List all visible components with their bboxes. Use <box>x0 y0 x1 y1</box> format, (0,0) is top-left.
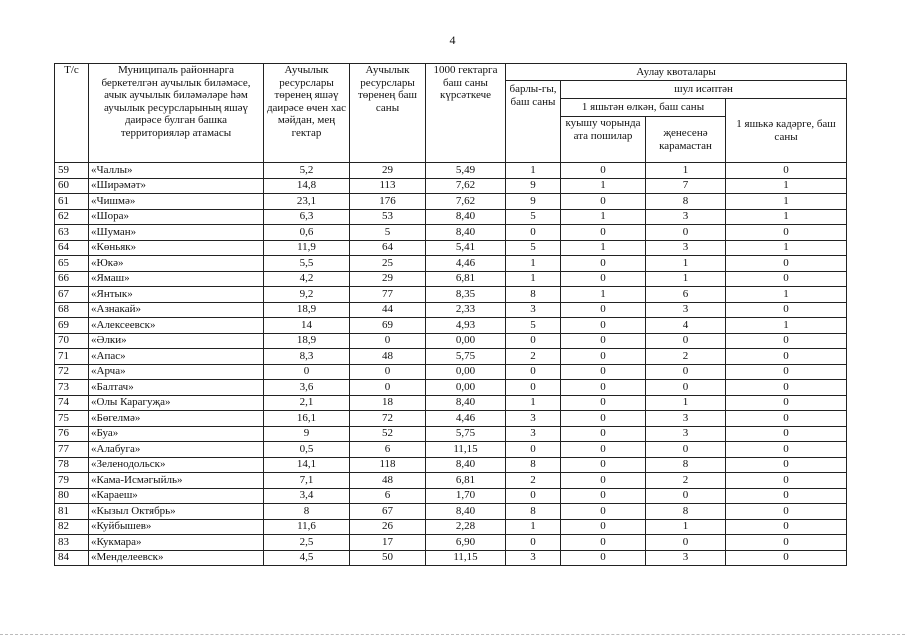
cell-any-sex: 0 <box>646 535 726 551</box>
cell-any-sex: 7 <box>646 178 726 194</box>
table-body <box>55 163 847 566</box>
cell-num: 80 <box>55 488 89 504</box>
cell-num: 64 <box>55 240 89 256</box>
table-row <box>55 535 847 551</box>
table-row <box>55 225 847 241</box>
cell-rut: 0 <box>561 333 646 349</box>
cell-municipality: «Менделеевск» <box>89 550 264 566</box>
header-quota-group: Аулау квоталары <box>506 64 847 81</box>
cell-rut: 1 <box>561 178 646 194</box>
cell-count: 72 <box>350 411 426 427</box>
cell-under-one: 0 <box>726 473 847 489</box>
cell-any-sex: 1 <box>646 271 726 287</box>
cell-municipality: «Кызыл Октябрь» <box>89 504 264 520</box>
cell-rut: 0 <box>561 163 646 179</box>
cell-density: 11,15 <box>426 550 506 566</box>
cell-total: 0 <box>506 535 561 551</box>
cell-count: 53 <box>350 209 426 225</box>
cell-area: 14,8 <box>264 178 350 194</box>
cell-area: 5,2 <box>264 163 350 179</box>
cell-total: 0 <box>506 488 561 504</box>
cell-under-one: 0 <box>726 504 847 520</box>
header-under-one: 1 яшькә кадәрге, баш саны <box>726 99 847 163</box>
table-row <box>55 550 847 566</box>
cell-municipality: «Юкә» <box>89 256 264 272</box>
cell-area: 0 <box>264 364 350 380</box>
cell-area: 0,6 <box>264 225 350 241</box>
cell-under-one: 0 <box>726 411 847 427</box>
cell-count: 26 <box>350 519 426 535</box>
cell-rut: 0 <box>561 535 646 551</box>
cell-num: 73 <box>55 380 89 396</box>
cell-density: 0,00 <box>426 333 506 349</box>
cell-under-one: 0 <box>726 550 847 566</box>
cell-total: 0 <box>506 225 561 241</box>
table-row <box>55 302 847 318</box>
cell-municipality: «Олы Карагуҗа» <box>89 395 264 411</box>
cell-under-one: 0 <box>726 349 847 365</box>
cell-under-one: 0 <box>726 488 847 504</box>
cell-municipality: «Ширәмәт» <box>89 178 264 194</box>
cell-any-sex: 8 <box>646 457 726 473</box>
cell-density: 6,90 <box>426 535 506 551</box>
cell-density: 5,49 <box>426 163 506 179</box>
cell-any-sex: 1 <box>646 519 726 535</box>
cell-num: 75 <box>55 411 89 427</box>
cell-rut: 0 <box>561 550 646 566</box>
cell-area: 14,1 <box>264 457 350 473</box>
cell-total: 8 <box>506 457 561 473</box>
cell-any-sex: 0 <box>646 488 726 504</box>
cell-density: 8,40 <box>426 504 506 520</box>
cell-municipality: «Көньяк» <box>89 240 264 256</box>
cell-count: 6 <box>350 488 426 504</box>
table-row <box>55 426 847 442</box>
cell-density: 2,33 <box>426 302 506 318</box>
cell-count: 44 <box>350 302 426 318</box>
table-row <box>55 504 847 520</box>
cell-rut: 0 <box>561 473 646 489</box>
cell-any-sex: 0 <box>646 364 726 380</box>
cell-any-sex: 4 <box>646 318 726 334</box>
cell-municipality: «Чишмә» <box>89 194 264 210</box>
cell-total: 1 <box>506 395 561 411</box>
cell-municipality: «Бөгелмә» <box>89 411 264 427</box>
cell-area: 6,3 <box>264 209 350 225</box>
cell-rut: 0 <box>561 225 646 241</box>
cell-rut: 0 <box>561 457 646 473</box>
cell-num: 77 <box>55 442 89 458</box>
table-row <box>55 488 847 504</box>
cell-rut: 0 <box>561 271 646 287</box>
cell-density: 8,35 <box>426 287 506 303</box>
cell-under-one: 0 <box>726 271 847 287</box>
cell-count: 77 <box>350 287 426 303</box>
cell-under-one: 0 <box>726 519 847 535</box>
table-row <box>55 519 847 535</box>
cell-under-one: 0 <box>726 395 847 411</box>
cell-total: 8 <box>506 287 561 303</box>
cell-density: 5,75 <box>426 349 506 365</box>
cell-under-one: 0 <box>726 256 847 272</box>
cell-num: 62 <box>55 209 89 225</box>
cell-area: 8,3 <box>264 349 350 365</box>
cell-num: 63 <box>55 225 89 241</box>
cell-rut: 0 <box>561 349 646 365</box>
table-row <box>55 163 847 179</box>
cell-density: 4,93 <box>426 318 506 334</box>
cell-num: 60 <box>55 178 89 194</box>
cell-municipality: «Алексеевск» <box>89 318 264 334</box>
table-row <box>55 349 847 365</box>
cell-area: 23,1 <box>264 194 350 210</box>
cell-any-sex: 3 <box>646 426 726 442</box>
cell-area: 9,2 <box>264 287 350 303</box>
header-area: Аучылык ресурслары төренең яшәү даирәсе өчен хас мәйдан, мең гектар <box>264 64 350 163</box>
cell-area: 2,5 <box>264 535 350 551</box>
cell-num: 67 <box>55 287 89 303</box>
cell-num: 72 <box>55 364 89 380</box>
cell-total: 8 <box>506 504 561 520</box>
table-row <box>55 473 847 489</box>
cell-rut: 0 <box>561 426 646 442</box>
cell-total: 1 <box>506 519 561 535</box>
cell-any-sex: 8 <box>646 504 726 520</box>
cell-rut: 0 <box>561 194 646 210</box>
cell-density: 11,15 <box>426 442 506 458</box>
cell-count: 0 <box>350 364 426 380</box>
cell-area: 5,5 <box>264 256 350 272</box>
cell-num: 68 <box>55 302 89 318</box>
cell-count: 64 <box>350 240 426 256</box>
table-row <box>55 364 847 380</box>
cell-area: 18,9 <box>264 333 350 349</box>
cell-density: 8,40 <box>426 395 506 411</box>
cell-total: 0 <box>506 442 561 458</box>
cell-municipality: «Ямаш» <box>89 271 264 287</box>
cell-any-sex: 0 <box>646 442 726 458</box>
cell-num: 84 <box>55 550 89 566</box>
cell-area: 4,2 <box>264 271 350 287</box>
cell-rut: 0 <box>561 411 646 427</box>
cell-count: 48 <box>350 473 426 489</box>
cell-under-one: 1 <box>726 318 847 334</box>
cell-any-sex: 3 <box>646 209 726 225</box>
table-row <box>55 240 847 256</box>
cell-under-one: 0 <box>726 535 847 551</box>
cell-any-sex: 2 <box>646 473 726 489</box>
cell-area: 2,1 <box>264 395 350 411</box>
cell-count: 17 <box>350 535 426 551</box>
cell-total: 3 <box>506 426 561 442</box>
cell-rut: 0 <box>561 302 646 318</box>
cell-municipality: «Шора» <box>89 209 264 225</box>
cell-total: 0 <box>506 333 561 349</box>
cell-num: 76 <box>55 426 89 442</box>
header-municipality: Муниципаль районнарга беркетелгән аучылык биләмәсе, ачык аучылык биләмәләре һәм аучылык ресурсларының яшәү даирәсе булган башка территорияләр атамасы <box>89 64 264 163</box>
cell-count: 25 <box>350 256 426 272</box>
cell-count: 69 <box>350 318 426 334</box>
cell-total: 2 <box>506 473 561 489</box>
table-row <box>55 333 847 349</box>
cell-density: 7,62 <box>426 194 506 210</box>
cell-any-sex: 0 <box>646 225 726 241</box>
table-row <box>55 287 847 303</box>
cell-under-one: 0 <box>726 333 847 349</box>
cell-area: 7,1 <box>264 473 350 489</box>
cell-area: 4,5 <box>264 550 350 566</box>
cell-count: 18 <box>350 395 426 411</box>
cell-any-sex: 1 <box>646 395 726 411</box>
table-row <box>55 457 847 473</box>
header-including: шул исәптән <box>561 81 847 99</box>
header-num: Т/с <box>55 64 89 163</box>
cell-density: 8,40 <box>426 225 506 241</box>
cell-area: 16,1 <box>264 411 350 427</box>
cell-under-one: 0 <box>726 163 847 179</box>
cell-count: 0 <box>350 333 426 349</box>
cell-area: 14 <box>264 318 350 334</box>
cell-density: 7,62 <box>426 178 506 194</box>
header-density: 1000 гектарга баш саны күрсәткече <box>426 64 506 163</box>
cell-count: 6 <box>350 442 426 458</box>
cell-total: 1 <box>506 163 561 179</box>
cell-rut: 0 <box>561 380 646 396</box>
cell-num: 83 <box>55 535 89 551</box>
cell-area: 3,4 <box>264 488 350 504</box>
table-row <box>55 194 847 210</box>
cell-count: 118 <box>350 457 426 473</box>
table-row <box>55 411 847 427</box>
cell-under-one: 1 <box>726 178 847 194</box>
cell-num: 61 <box>55 194 89 210</box>
cell-count: 113 <box>350 178 426 194</box>
cell-rut: 0 <box>561 364 646 380</box>
cell-area: 11,6 <box>264 519 350 535</box>
cell-under-one: 0 <box>726 380 847 396</box>
cell-any-sex: 8 <box>646 194 726 210</box>
cell-density: 1,70 <box>426 488 506 504</box>
cell-density: 2,28 <box>426 519 506 535</box>
cell-rut: 0 <box>561 395 646 411</box>
cell-num: 69 <box>55 318 89 334</box>
cell-under-one: 0 <box>726 364 847 380</box>
cell-municipality: «Алабуга» <box>89 442 264 458</box>
cell-any-sex: 0 <box>646 333 726 349</box>
cell-num: 74 <box>55 395 89 411</box>
cell-count: 176 <box>350 194 426 210</box>
table-row <box>55 395 847 411</box>
cell-rut: 0 <box>561 318 646 334</box>
cell-num: 70 <box>55 333 89 349</box>
cell-municipality: «Буа» <box>89 426 264 442</box>
cell-rut: 1 <box>561 209 646 225</box>
cell-area: 9 <box>264 426 350 442</box>
cell-rut: 0 <box>561 256 646 272</box>
cell-rut: 0 <box>561 519 646 535</box>
cell-area: 18,9 <box>264 302 350 318</box>
cell-density: 8,40 <box>426 457 506 473</box>
cell-any-sex: 2 <box>646 349 726 365</box>
cell-under-one: 0 <box>726 225 847 241</box>
table-row <box>55 271 847 287</box>
cell-num: 81 <box>55 504 89 520</box>
cell-count: 67 <box>350 504 426 520</box>
header-count: Аучылык ресурслары төренең баш саны <box>350 64 426 163</box>
cell-num: 71 <box>55 349 89 365</box>
table-row <box>55 256 847 272</box>
cell-municipality: «Куйбышев» <box>89 519 264 535</box>
table-row <box>55 380 847 396</box>
cell-municipality: «Шуман» <box>89 225 264 241</box>
cell-count: 48 <box>350 349 426 365</box>
cell-total: 0 <box>506 364 561 380</box>
cell-num: 66 <box>55 271 89 287</box>
cell-rut: 1 <box>561 240 646 256</box>
cell-density: 5,41 <box>426 240 506 256</box>
cell-any-sex: 0 <box>646 380 726 396</box>
cell-num: 78 <box>55 457 89 473</box>
table-row <box>55 178 847 194</box>
cell-under-one: 0 <box>726 302 847 318</box>
cell-municipality: «Янтык» <box>89 287 264 303</box>
cell-count: 52 <box>350 426 426 442</box>
cell-total: 1 <box>506 271 561 287</box>
page-edge-line <box>0 634 905 635</box>
cell-total: 1 <box>506 256 561 272</box>
cell-rut: 0 <box>561 488 646 504</box>
cell-total: 9 <box>506 178 561 194</box>
cell-density: 4,46 <box>426 256 506 272</box>
cell-density: 0,00 <box>426 364 506 380</box>
cell-count: 0 <box>350 380 426 396</box>
cell-any-sex: 3 <box>646 550 726 566</box>
cell-count: 50 <box>350 550 426 566</box>
cell-under-one: 1 <box>726 287 847 303</box>
cell-num: 82 <box>55 519 89 535</box>
table-row <box>55 442 847 458</box>
cell-any-sex: 3 <box>646 302 726 318</box>
cell-total: 0 <box>506 380 561 396</box>
cell-area: 3,6 <box>264 380 350 396</box>
cell-under-one: 0 <box>726 457 847 473</box>
cell-any-sex: 3 <box>646 411 726 427</box>
cell-total: 5 <box>506 209 561 225</box>
cell-density: 6,81 <box>426 473 506 489</box>
table-header <box>55 64 847 163</box>
cell-municipality: «Зеленодольск» <box>89 457 264 473</box>
cell-municipality: «Кама-Исмәгыйль» <box>89 473 264 489</box>
cell-under-one: 1 <box>726 240 847 256</box>
cell-total: 5 <box>506 240 561 256</box>
cell-density: 6,81 <box>426 271 506 287</box>
cell-under-one: 1 <box>726 209 847 225</box>
cell-total: 3 <box>506 550 561 566</box>
header-older-group: 1 яшьтән өлкән, баш саны <box>561 99 726 117</box>
cell-count: 29 <box>350 271 426 287</box>
table-row <box>55 209 847 225</box>
cell-any-sex: 3 <box>646 240 726 256</box>
cell-municipality: «Арча» <box>89 364 264 380</box>
cell-under-one: 0 <box>726 442 847 458</box>
cell-density: 4,46 <box>426 411 506 427</box>
cell-count: 29 <box>350 163 426 179</box>
cell-under-one: 0 <box>726 426 847 442</box>
cell-num: 79 <box>55 473 89 489</box>
cell-area: 11,9 <box>264 240 350 256</box>
cell-municipality: «Балтач» <box>89 380 264 396</box>
cell-rut: 0 <box>561 442 646 458</box>
cell-municipality: «Азнакай» <box>89 302 264 318</box>
cell-municipality: «Кукмара» <box>89 535 264 551</box>
cell-municipality: «Апас» <box>89 349 264 365</box>
cell-num: 59 <box>55 163 89 179</box>
cell-any-sex: 1 <box>646 163 726 179</box>
cell-total: 2 <box>506 349 561 365</box>
cell-area: 8 <box>264 504 350 520</box>
cell-total: 3 <box>506 302 561 318</box>
cell-density: 0,00 <box>426 380 506 396</box>
cell-count: 5 <box>350 225 426 241</box>
cell-any-sex: 6 <box>646 287 726 303</box>
cell-density: 8,40 <box>426 209 506 225</box>
cell-density: 5,75 <box>426 426 506 442</box>
cell-total: 9 <box>506 194 561 210</box>
cell-under-one: 1 <box>726 194 847 210</box>
header-total: барлы-гы, баш саны <box>506 81 561 163</box>
quota-table <box>54 63 847 566</box>
header-rut: куышу чорында ата пошилар <box>561 117 646 163</box>
table-row <box>55 318 847 334</box>
cell-municipality: «Чаллы» <box>89 163 264 179</box>
cell-municipality: «Әлки» <box>89 333 264 349</box>
cell-rut: 1 <box>561 287 646 303</box>
cell-municipality: «Караеш» <box>89 488 264 504</box>
cell-rut: 0 <box>561 504 646 520</box>
header-any-sex: җенесенә карамастан <box>646 117 726 163</box>
cell-area: 0,5 <box>264 442 350 458</box>
cell-total: 3 <box>506 411 561 427</box>
cell-total: 5 <box>506 318 561 334</box>
page-number: 4 <box>449 33 456 47</box>
cell-num: 65 <box>55 256 89 272</box>
cell-any-sex: 1 <box>646 256 726 272</box>
